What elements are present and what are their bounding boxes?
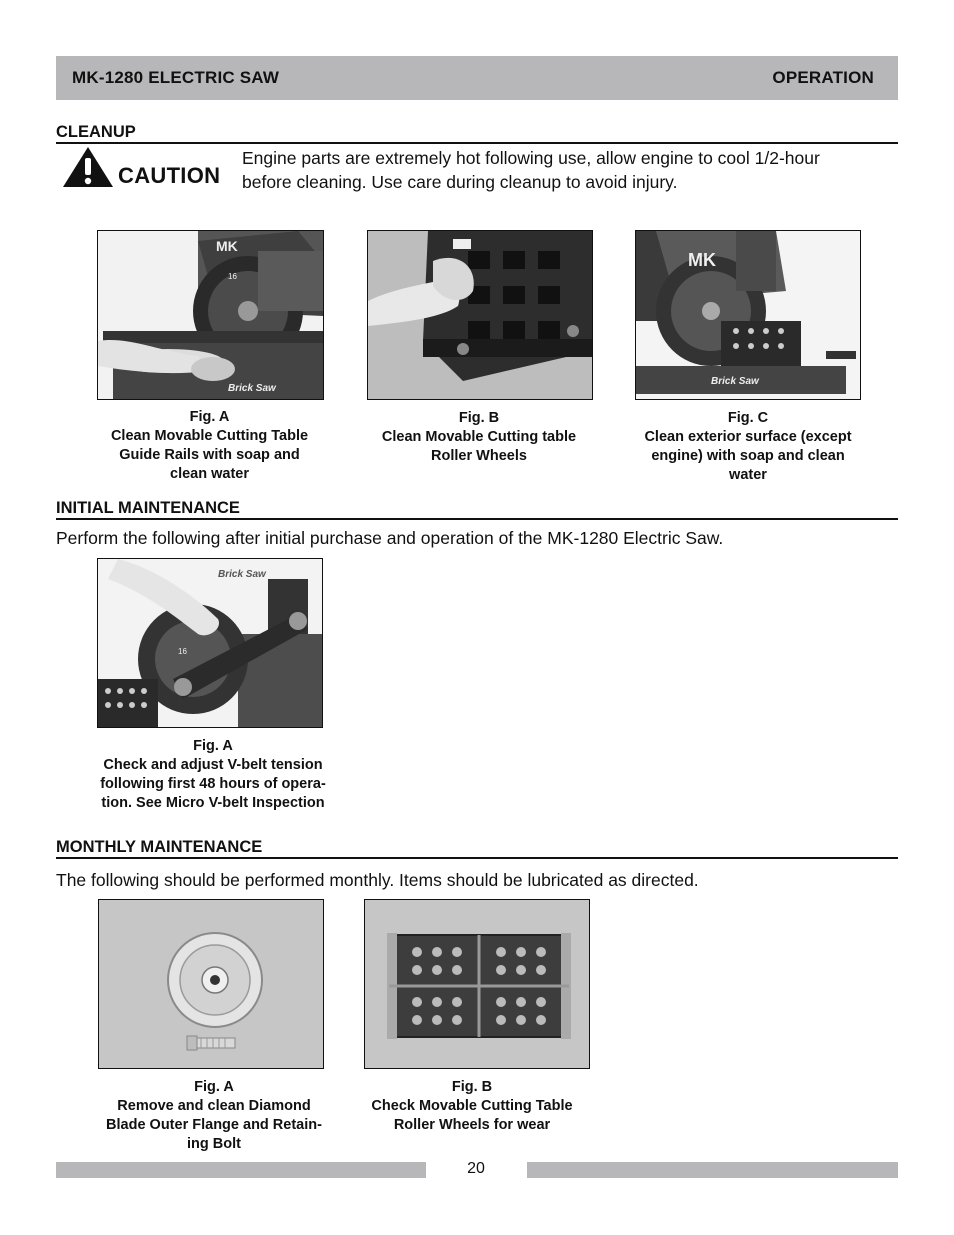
initial-maintenance-intro: Perform the following after initial purchase and operation of the MK-1280 Electric Saw. (56, 528, 724, 548)
caption-line: clean water (170, 466, 249, 482)
caution-line: Engine parts are extremely hot following use, allow engine to cool 1/2-hour (242, 148, 820, 168)
caution-text (242, 147, 892, 194)
caption-line: Clean Movable Cutting Table (110, 428, 309, 444)
cleanup-fig-b-photo (367, 230, 593, 400)
initial-maintenance-heading: INITIAL MAINTENANCE (56, 498, 898, 520)
monthly-fig-b-photo (364, 899, 590, 1069)
section-title: OPERATION (772, 68, 874, 87)
figure-title: Fig. B (451, 1079, 493, 1095)
figure-title: Fig. A (189, 409, 230, 425)
figure-title: Fig. A (193, 738, 233, 754)
figure-title: Fig. A (194, 1079, 234, 1095)
caption-line: Check Movable Cutting Table (371, 1098, 573, 1114)
header-bar (56, 56, 898, 100)
figure-title: Fig. B (458, 410, 500, 426)
caution-label: CAUTION (118, 163, 221, 188)
warning-icon (62, 146, 114, 188)
caption-line: following first 48 hours of opera- (100, 776, 326, 792)
document-title: MK-1280 ELECTRIC SAW (72, 68, 280, 87)
monthly-fig-a-photo (98, 899, 324, 1069)
initial-fig-a-photo (97, 558, 323, 728)
monthly-fig-a-caption (83, 1078, 345, 1154)
cleanup-fig-a-caption (82, 408, 337, 484)
monthly-maintenance-heading: MONTHLY MAINTENANCE (56, 837, 898, 859)
product-label: Brick Saw (711, 376, 759, 387)
monthly-fig-b-caption (349, 1078, 595, 1135)
caption-line: ing Bolt (187, 1136, 241, 1152)
caption-line: Guide Rails with soap and (119, 447, 300, 463)
caption-line: tion. See Micro V-belt Inspection (101, 795, 325, 811)
caption-line: Roller Wheels for wear (393, 1117, 551, 1133)
cleanup-fig-a-photo (97, 230, 324, 400)
footer-bar-left (56, 1162, 426, 1178)
footer-bar-right (527, 1162, 898, 1178)
caption-line: engine) with soap and clean (651, 448, 845, 464)
monthly-maintenance-intro: The following should be performed monthly. Items should be lubricated as directed. (56, 870, 699, 890)
cleanup-heading: CLEANUP (56, 122, 898, 144)
caption-line: Roller Wheels (431, 448, 527, 464)
brand-logo-text: MK (688, 250, 716, 270)
caption-line: Check and adjust V-belt tension (103, 757, 323, 773)
cleanup-fig-c-caption (620, 409, 876, 485)
caution-line: before cleaning. Use care during cleanup to avoid injury. (242, 171, 678, 192)
product-label: Brick Saw (228, 383, 276, 394)
blade-size-label: 16 (228, 272, 237, 281)
product-label: Brick Saw (218, 569, 266, 580)
blade-size-label: 16 (178, 647, 187, 656)
caption-line: Clean exterior surface (except (644, 429, 852, 445)
cleanup-fig-b-caption (352, 409, 606, 466)
caption-line: Remove and clean Diamond (117, 1098, 311, 1114)
brand-logo-text: MK (216, 238, 238, 254)
caption-line: Clean Movable Cutting table (381, 429, 577, 445)
caption-line: water (729, 467, 767, 483)
figure-title: Fig. C (727, 410, 769, 426)
initial-fig-a-caption (82, 737, 344, 813)
cleanup-fig-c-photo (635, 230, 861, 400)
caption-line: Blade Outer Flange and Retain- (106, 1117, 322, 1133)
page-number: 20 (467, 1160, 485, 1177)
